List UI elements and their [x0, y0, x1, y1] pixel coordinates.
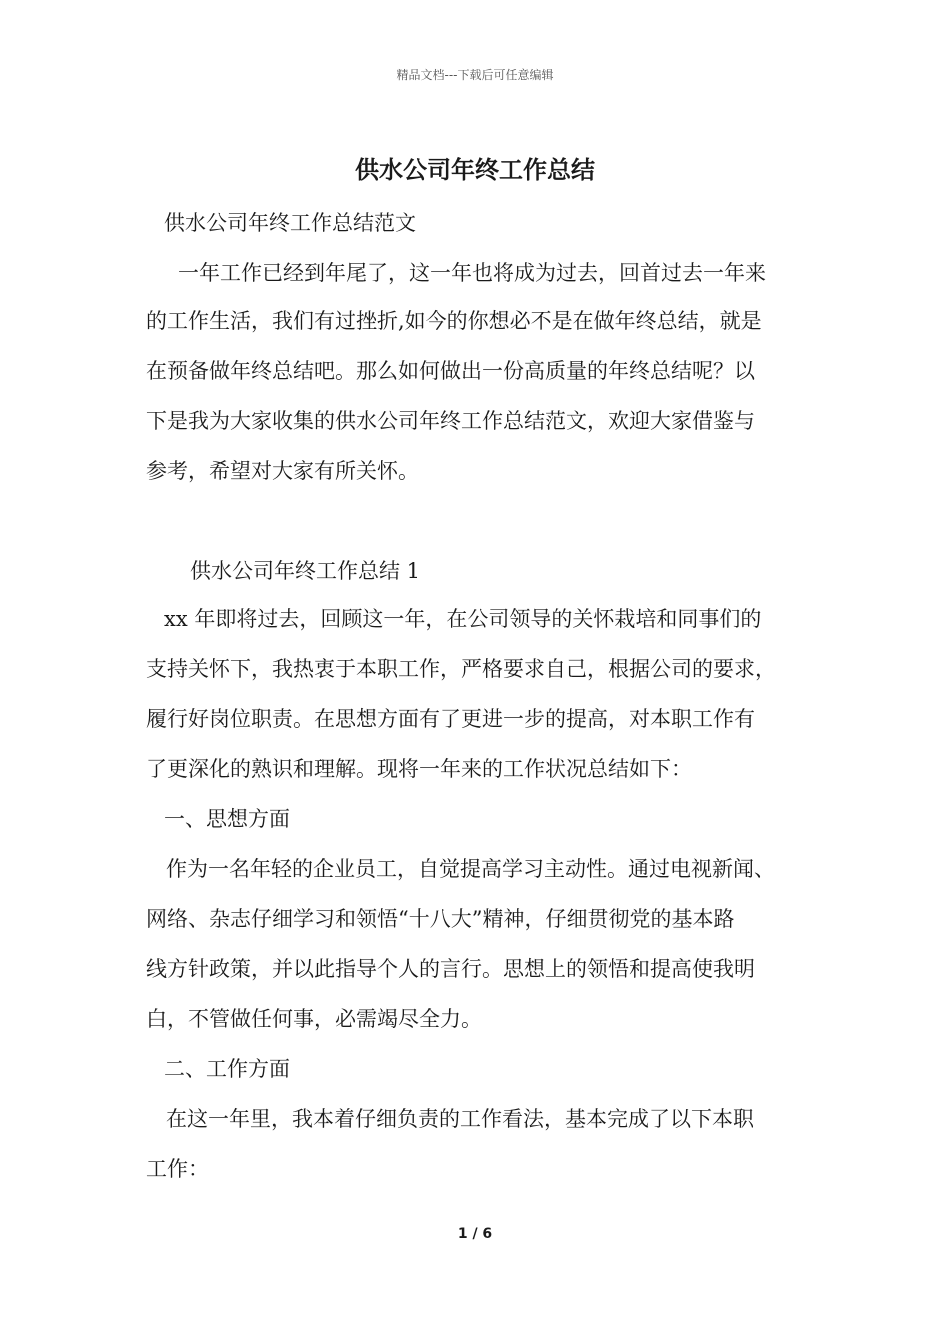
paragraph-line: 一年工作已经到年尾了，这一年也将成为过去，回首过去一年来: [178, 261, 766, 285]
subsection-heading: 一、思想方面: [164, 807, 290, 831]
section-heading: 供水公司年终工作总结 1: [190, 559, 421, 583]
paragraph-line: 参考，希望对大家有所关怀。: [146, 459, 419, 483]
paragraph-line: 作为一名年轻的企业员工，自觉提高学习主动性。通过电视新闻、: [166, 857, 775, 881]
paragraph-line: xx 年即将过去，回顾这一年，在公司领导的关怀栽培和同事们的: [164, 607, 762, 631]
page-number: 1 / 6: [457, 1226, 493, 1242]
paragraph-line: 白，不管做任何事，必需竭尽全力。: [146, 1007, 482, 1031]
paragraph-line: 了更深化的熟识和理解。现将一年来的工作状况总结如下：: [146, 757, 692, 781]
paragraph-line: 在预备做年终总结吧。那么如何做出一份高质量的年终总结呢？以: [146, 359, 755, 383]
paragraph-line: 线方针政策，并以此指导个人的言行。思想上的领悟和提高使我明: [146, 957, 755, 981]
paragraph-line: 的工作生活，我们有过挫折,如今的你想必不是在做年终总结，就是: [146, 309, 762, 333]
paragraph-line: 在这一年里，我本着仔细负责的工作看法，基本完成了以下本职: [166, 1107, 754, 1131]
paragraph-line: 下是我为大家收集的供水公司年终工作总结范文，欢迎大家借鉴与: [146, 409, 755, 433]
document-title: 供水公司年终工作总结: [355, 156, 595, 184]
subtitle-line: 供水公司年终工作总结范文: [164, 211, 416, 235]
paragraph-line: 工作：: [146, 1157, 209, 1181]
subsection-heading: 二、工作方面: [164, 1057, 290, 1081]
paragraph-line: 网络、杂志仔细学习和领悟“十八大”精神，仔细贯彻党的基本路: [146, 907, 735, 931]
header-note: 精品文档---下载后可任意编辑: [396, 68, 554, 82]
paragraph-line: 支持关怀下，我热衷于本职工作，严格要求自己，根据公司的要求，: [146, 657, 776, 681]
paragraph-line: 履行好岗位职责。在思想方面有了更进一步的提高，对本职工作有: [146, 707, 755, 731]
